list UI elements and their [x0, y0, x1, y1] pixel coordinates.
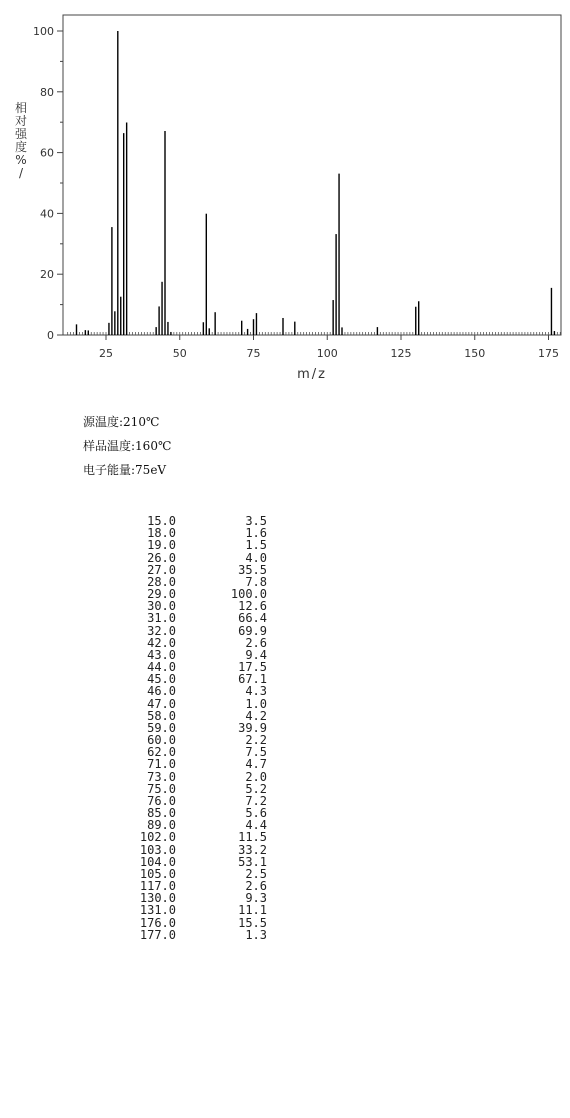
- peak-intensity: 35.5: [238, 562, 267, 577]
- y-tick-label: 20: [40, 268, 54, 282]
- peak-intensity: 100.0: [230, 587, 267, 602]
- peak-mz: 44.0: [147, 660, 176, 675]
- mass-spectrum-chart: [0, 0, 570, 390]
- peak-mz: 19.0: [147, 538, 176, 553]
- peak-mz: 27.0: [147, 562, 176, 577]
- peak-intensity: 3.5: [245, 514, 267, 528]
- electron-energy: 电子能量:75eV: [83, 463, 167, 477]
- peak-mz: 130.0: [139, 891, 176, 906]
- peak-intensity: 4.7: [245, 757, 267, 772]
- peak-mz: 177.0: [139, 927, 176, 942]
- peak-intensity: 11.5: [238, 830, 267, 845]
- peak-intensity: 11.1: [238, 903, 267, 918]
- x-tick-label: 25: [99, 347, 113, 360]
- peak-intensity: 9.3: [245, 891, 267, 906]
- peak-mz: 131.0: [139, 903, 176, 918]
- peak-mz: 26.0: [147, 550, 176, 565]
- peak-intensity: 9.4: [245, 647, 267, 662]
- peak-mz: 102.0: [139, 830, 176, 845]
- peak-mz: 104.0: [139, 854, 176, 869]
- peak-intensity: 4.3: [245, 684, 267, 699]
- y-axis-ticks: [33, 25, 63, 342]
- peak-mz: 30.0: [147, 599, 176, 614]
- peak-mz: 28.0: [147, 574, 176, 589]
- peak-intensity: 1.3: [245, 927, 267, 942]
- peak-intensity: 15.5: [238, 915, 267, 930]
- peak-mz: 76.0: [147, 793, 176, 808]
- peak-mz: 176.0: [139, 915, 176, 930]
- x-tick-label: 75: [246, 347, 261, 360]
- peak-mz: 85.0: [147, 806, 176, 821]
- peak-intensity: 7.8: [245, 574, 267, 589]
- plot-frame: [63, 15, 561, 335]
- peak-intensity: 12.6: [238, 599, 267, 614]
- x-axis-ticks: [99, 335, 559, 360]
- peak-intensity: 4.2: [245, 708, 267, 723]
- y-tick-label: 60: [40, 146, 54, 160]
- peak-mz: 31.0: [147, 611, 176, 626]
- peak-intensity: 2.2: [245, 733, 267, 748]
- x-tick-label: 100: [316, 347, 338, 360]
- peak-mz: 105.0: [139, 866, 176, 881]
- peak-mz: 32.0: [147, 623, 176, 638]
- peak-intensity: 2.5: [245, 866, 267, 881]
- peak-mz: 60.0: [147, 733, 176, 748]
- peak-mz: 46.0: [147, 684, 176, 699]
- peak-intensity: 4.0: [245, 550, 267, 565]
- peak-intensity: 67.1: [238, 672, 267, 687]
- peak-intensity: 69.9: [238, 623, 267, 638]
- peak-intensity: 53.1: [238, 854, 267, 869]
- peak-intensity: 1.0: [245, 696, 267, 711]
- peak-mz: 59.0: [147, 720, 176, 735]
- peak-intensity: 5.2: [245, 781, 267, 796]
- peak-mz: 75.0: [147, 781, 176, 796]
- peak-mz: 103.0: [139, 842, 176, 857]
- x-tick-label: 150: [464, 347, 486, 360]
- peak-intensity: 39.9: [238, 720, 267, 735]
- x-axis-label: m/z: [297, 367, 327, 382]
- peak-mz: 71.0: [147, 757, 176, 772]
- peak-mz: 29.0: [147, 587, 176, 602]
- peak-intensity: 2.6: [245, 879, 267, 894]
- peak-intensity: 7.2: [245, 793, 267, 808]
- peak-mz: 42.0: [147, 635, 176, 650]
- peak-mz: 89.0: [147, 818, 176, 833]
- peak-intensity: 2.0: [245, 769, 267, 784]
- peak-intensity: 1.6: [245, 526, 267, 541]
- peak-intensity: 17.5: [238, 660, 267, 675]
- spectrum-bars: [77, 31, 555, 335]
- y-tick-label: 0: [47, 329, 54, 342]
- peak-intensity: 66.4: [238, 611, 267, 626]
- peak-mz: 117.0: [139, 879, 176, 894]
- peak-intensity: 2.6: [245, 635, 267, 650]
- x-tick-label: 125: [390, 347, 412, 360]
- peak-intensity: 7.5: [245, 745, 267, 760]
- y-tick-label: 80: [40, 85, 54, 99]
- x-tick-label: 50: [172, 347, 187, 360]
- peak-intensity: 5.6: [245, 806, 267, 821]
- y-axis-label: 相对强度% /: [14, 101, 28, 180]
- peak-mz: 62.0: [147, 745, 176, 760]
- peak-intensity: 4.4: [245, 818, 267, 833]
- peak-mz: 43.0: [147, 647, 176, 662]
- peak-mz: 45.0: [147, 672, 176, 687]
- y-tick-label: 100: [33, 25, 54, 38]
- peak-mz: 58.0: [147, 708, 176, 723]
- x-tick-label: 175: [538, 347, 559, 360]
- peak-mz: 18.0: [147, 526, 176, 541]
- peak-intensity: 33.2: [238, 842, 267, 857]
- peak-intensity: 1.5: [245, 538, 267, 553]
- peak-mz: 15.0: [147, 514, 176, 528]
- source-temperature: 源温度:210℃: [83, 415, 160, 429]
- peak-row: [120, 928, 280, 942]
- sample-temperature: 样品温度:160℃: [83, 439, 172, 453]
- peak-mz: 47.0: [147, 696, 176, 711]
- peak-mz: 73.0: [147, 769, 176, 784]
- y-tick-label: 40: [40, 207, 54, 221]
